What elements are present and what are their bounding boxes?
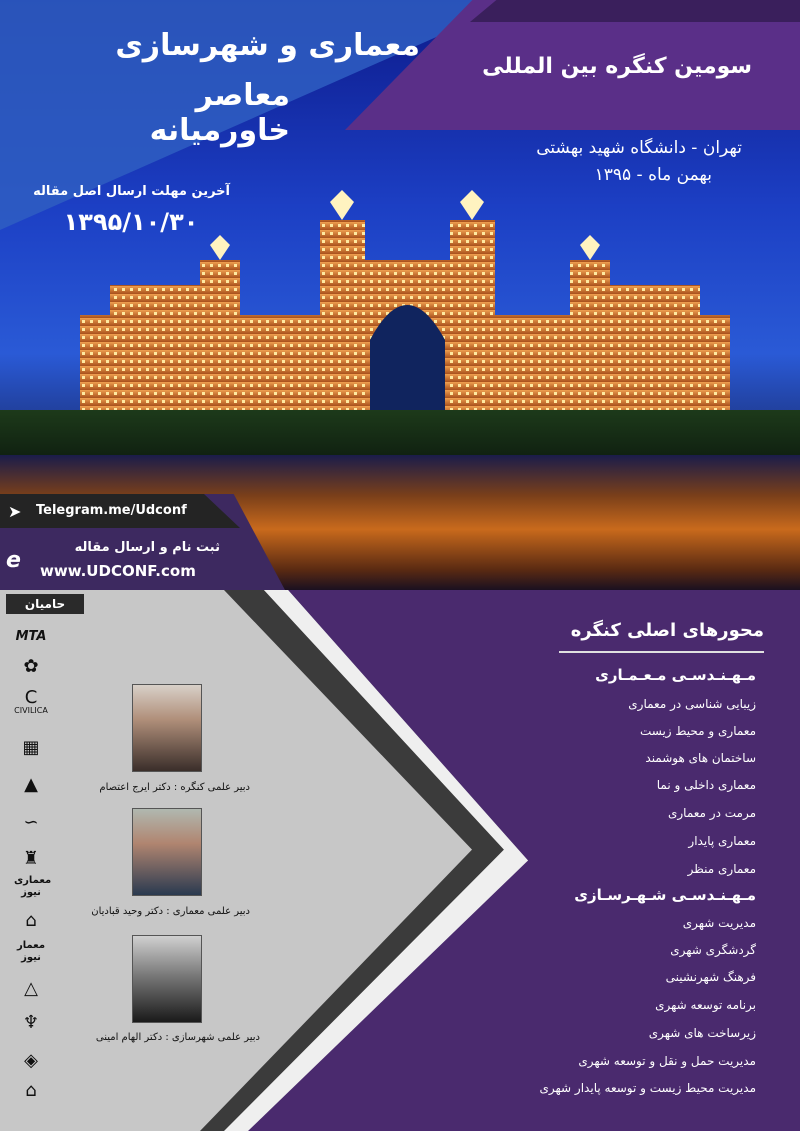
sponsors-label: حامیان: [6, 594, 84, 614]
deadline-date: ۱۳۹۵/۱۰/۳۰: [63, 208, 199, 236]
civilica-logo: [14, 687, 48, 716]
deadline-label: آخرین مهلت ارسال اصل مقاله: [33, 184, 230, 199]
secretary-photo-1: [132, 684, 202, 772]
civilica-c-icon: C: [24, 687, 38, 708]
title-line-2: معاصر خاورمیانه: [149, 78, 290, 148]
browser-icon: e: [6, 548, 21, 573]
axes-underline: [559, 651, 764, 653]
building-logo-icon: ⌂: [25, 910, 37, 931]
axes-title: محورهای اصلی کنگره: [570, 620, 764, 641]
secretary-caption-1: دبیر علمی کنگره : دکتر ایرج اعتصام: [99, 782, 250, 793]
event-date: بهمن ماه - ۱۳۹۵: [594, 165, 712, 185]
telegram-icon: ➤: [8, 502, 22, 521]
palace-illustration: [80, 190, 730, 425]
urban-item: مدیریت محیط زیست و توسعه پایدار شهری: [539, 1081, 756, 1095]
memari-news-logo: معماری نیوز: [14, 875, 52, 898]
website-link[interactable]: www.UDCONF.com: [40, 562, 196, 580]
meamar-news-logo: معمار نیوز: [16, 940, 46, 963]
script-logo-icon: ∽: [23, 812, 39, 833]
secretary-photo-3: [132, 935, 202, 1023]
purple-top-strip: [470, 0, 800, 22]
architecture-item: معماری و محیط زیست: [639, 724, 756, 738]
palm-tree-line: [0, 410, 800, 460]
pillar-logo-icon: ♜: [22, 848, 40, 869]
mountain-logo-icon: ▲: [24, 774, 38, 795]
calligraphy-logo-icon: ✿: [23, 656, 39, 677]
title-line-1: معماری و شهرسازی: [115, 28, 420, 63]
secretary-photo-2: [132, 808, 202, 896]
lower-section: [0, 590, 800, 1131]
urban-item: مدیریت حمل و نقل و توسعه شهری: [578, 1054, 756, 1068]
architecture-item: زیبایی شناسی در معماری: [628, 697, 756, 711]
event-name: سومین کنگره بین المللی: [482, 54, 752, 79]
event-location: تهران - دانشگاه شهید بهشتی: [536, 138, 742, 158]
urban-item: گردشگری شهری: [670, 943, 756, 957]
architecture-item: مرمت در معماری: [667, 806, 756, 820]
small-emblem-icon: ◈: [24, 1050, 38, 1071]
azad-university-icon: ♆: [22, 1012, 40, 1033]
urban-heading: مـهـنـدسـی شـهـرسـازی: [574, 886, 756, 904]
architecture-item: ساختمان های هوشمند: [645, 751, 756, 765]
architecture-item: معماری پایدار: [688, 834, 756, 848]
qr-grid-icon: ▦: [22, 737, 40, 758]
secretary-caption-2: دبیر علمی معماری : دکتر وحید قبادیان: [91, 906, 250, 917]
arch-emblem-icon: ⌂: [25, 1080, 37, 1101]
triangle-emblem-icon: △: [24, 978, 38, 999]
register-label: ثبت نام و ارسال مقاله: [74, 540, 220, 555]
architecture-heading: مـهـنـدسـی مـعـمـاری: [595, 666, 756, 684]
urban-item: فرهنگ شهرنشینی: [665, 970, 756, 984]
telegram-link[interactable]: Telegram.me/Udconf: [36, 503, 187, 518]
urban-item: مدیریت شهری: [682, 916, 756, 930]
secretary-caption-3: دبیر علمی شهرسازی : دکتر الهام امینی: [95, 1032, 260, 1043]
mta-logo: MTA: [15, 629, 47, 644]
civilica-label: CIVILICA: [14, 706, 48, 715]
urban-item: برنامه توسعه شهری: [655, 998, 756, 1012]
architecture-item: معماری داخلی و نما: [656, 778, 756, 792]
architecture-item: معماری منظر: [687, 862, 756, 876]
urban-item: زیرساخت های شهری: [648, 1026, 756, 1040]
